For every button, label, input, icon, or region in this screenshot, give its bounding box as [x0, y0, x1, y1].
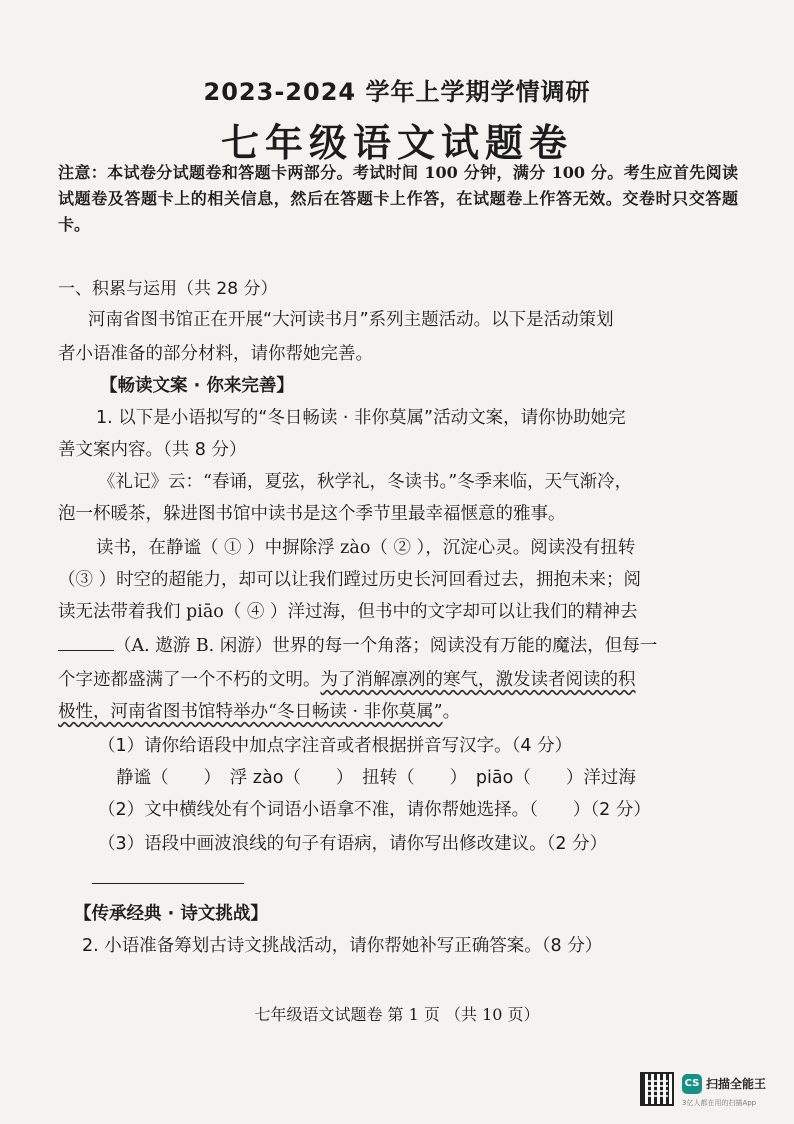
exam-notice: 注意：本试卷分试题卷和答题卡两部分。考试时间 100 分钟，满分 100 分。考生应首先阅读试题卷及答题卡上的相关信息，然后在答题卡上作答，在试题卷上作答无效。交卷时只交答题卡。 [58, 163, 738, 234]
part2-title: 【传承经典 · 诗文挑战】 [74, 904, 268, 924]
intro-line-2: 者小语准备的部分材料，请你帮她完善。 [58, 344, 373, 364]
passage-line-8-end: 。 [442, 702, 461, 722]
passage-line-3: 读书，在静谧（ ① ）中摒除浮 zào（ ② ），沉淀心灵。阅读没有扭转 [96, 538, 636, 558]
qr-code-icon [640, 1072, 674, 1106]
exam-subtitle: 七年级语文试题卷 [220, 121, 573, 165]
sub-question-3: （3）语段中画波浪线的句子有语病，请你写出修改建议。（2 分） [98, 834, 608, 854]
camscanner-logo-icon: CS [682, 1074, 702, 1094]
passage-line-4: （③ ）时空的超能力，却可以让我们蹚过历史长河回看过去，拥抱未来；阅 [58, 570, 642, 590]
answer-blank[interactable] [58, 634, 114, 651]
exam-title: 2023-2024 学年上学期学情调研 [203, 78, 591, 106]
part1-title: 【畅读文案 · 你来完善】 [100, 376, 294, 396]
question-1-line-2: 善文案内容。（共 8 分） [58, 440, 247, 460]
sub-question-2: （2）文中横线处有个词语小语拿不准，请你帮她选择。（ ）（2 分） [98, 800, 651, 820]
wavy-sentence-part-2: 极性，河南省图书馆特举办“冬日畅读 · 非你莫属” [58, 702, 443, 722]
wavy-sentence-part-1: 为了消解凛冽的寒气，激发读者阅读的积 [320, 670, 636, 690]
question-2: 2. 小语准备筹划古诗文挑战活动，请你帮她补写正确答案。（8 分） [82, 936, 603, 956]
passage-line-7a: 个字迹都盛满了一个不朽的文明。 [58, 670, 321, 690]
passage-line-7-row [58, 666, 748, 691]
passage-line-2: 泡一杯暖茶，躲进图书馆中读书是这个季节里最幸福惬意的雅事。 [58, 504, 566, 524]
scanner-app-name: 扫描全能王 [706, 1077, 767, 1091]
intro-line-1: 河南省图书馆正在开展“大河读书月”系列主题活动。以下是活动策划 [88, 310, 614, 330]
passage-line-6: （A. 遨游 B. 闲游）世界的每一个角落；阅读没有万能的魔法，但每一 [114, 636, 658, 656]
sub-question-1: （1）请你给语段中加点字注音或者根据拼音写汉字。（4 分） [98, 736, 573, 756]
fill-in-line: 静谧（ ） 浮 zào（ ） 扭转（ ） piāo（ ）洋过海 [116, 768, 636, 788]
page-footer: 七年级语文试题卷 第 1 页 （共 10 页） [254, 1005, 540, 1024]
passage-line-6-row [58, 632, 748, 657]
divider-line [92, 883, 244, 884]
passage-line-1: 《礼记》云：“春诵，夏弦，秋学礼，冬读书。”冬季来临，天气渐冷， [98, 472, 633, 492]
passage-line-5: 读无法带着我们 piāo（ ④ ）洋过海，但书中的文字却可以让我们的精神去 [58, 602, 638, 622]
section-heading: 一、积累与运用（共 28 分） [58, 279, 278, 299]
question-1-line-1: 1. 以下是小语拟写的“冬日畅读 · 非你莫属”活动文案，请你协助她完 [96, 408, 626, 428]
passage-line-8-row [58, 698, 748, 723]
scanner-app-tagline: 3亿人都在用的扫描App [682, 1099, 757, 1107]
